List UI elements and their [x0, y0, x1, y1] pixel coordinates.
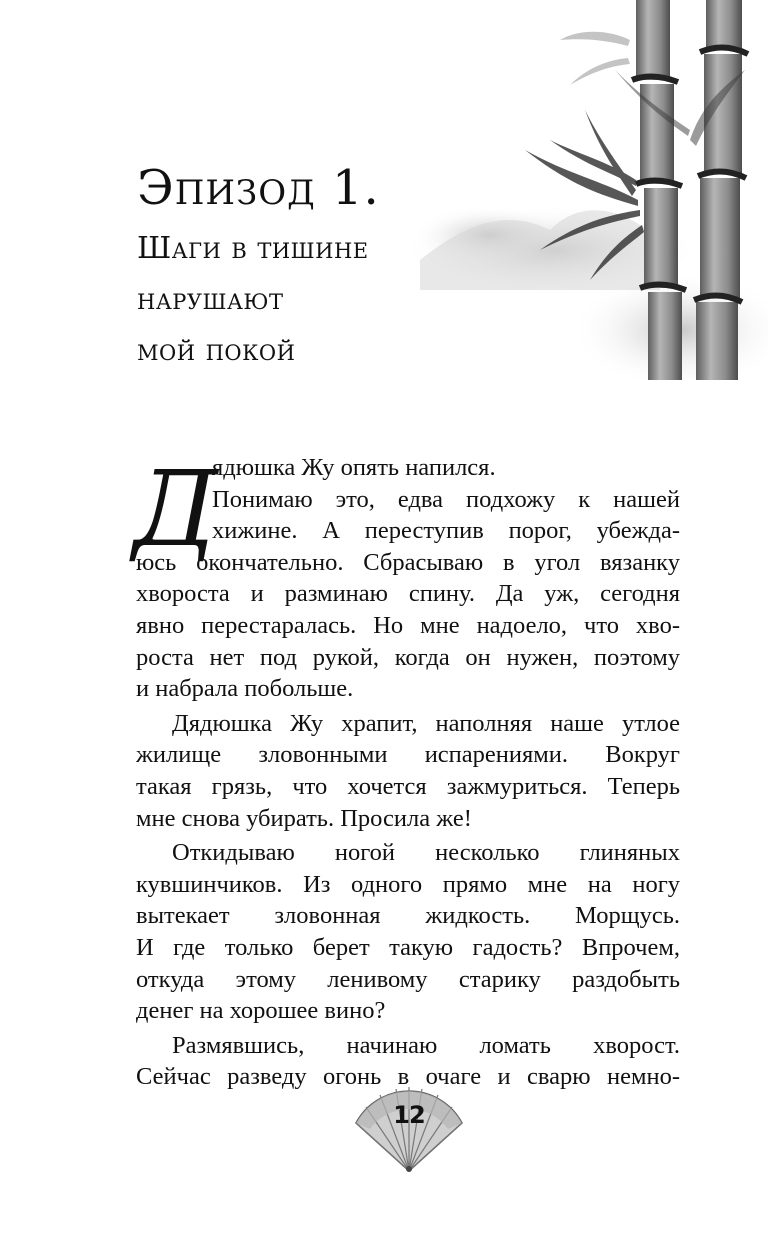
text-line: жилище зловонными испарениями. Вокруг: [136, 741, 680, 769]
text-line: Понимаю это, едва подхожу к нашей: [212, 485, 680, 513]
chapter-subtitle-line-2: нарушают: [137, 282, 284, 317]
text-line: Откидываю ногой несколько глиняных: [172, 839, 680, 867]
page-number: 12: [393, 1101, 425, 1129]
text-line: хижине. А переступив порог, убежда-: [212, 517, 680, 545]
text-line: откуда этому ленивому старику раздобыть: [136, 965, 680, 993]
text-line: денег на хорошее вино?: [136, 997, 386, 1025]
chapter-subtitle-line-1: Шаги в тишине: [137, 231, 369, 266]
text-line: ядюшка Жу опять напился.: [212, 454, 496, 481]
text-line: мне снова убирать. Просила же!: [136, 804, 472, 832]
text-line: И где только берет такую гадость? Впрочем,: [136, 933, 680, 961]
text-line: такая грязь, что хочется зажмуриться. Теперь: [136, 772, 680, 800]
text-line: роста нет под рукой, когда он нужен, поэтому: [136, 643, 680, 671]
paragraph-1: [136, 452, 680, 705]
body-text: [136, 452, 680, 1093]
paragraph-3: [136, 837, 680, 1027]
drop-cap: Д: [133, 448, 218, 570]
text-line: Размявшись, начинаю ломать хворост.: [172, 1031, 680, 1059]
text-line: юсь окончательно. Сбрасываю в угол вязанку: [136, 548, 680, 576]
text-line: хвороста и разминаю спину. Да уж, сегодня: [136, 580, 680, 608]
text-line: кувшинчиков. Из одного прямо мне на ногу: [136, 870, 680, 898]
text-line: Сейчас разведу огонь в очаге и сварю немно-: [136, 1063, 680, 1091]
fan-icon: [352, 1085, 466, 1173]
paragraph-2: [136, 708, 680, 834]
chapter-title: Эпизод 1.: [137, 160, 380, 216]
chapter-subtitle-line-3: мой покой: [137, 333, 296, 368]
text-line: и набрала побольше.: [136, 675, 354, 703]
paragraph-4: [136, 1030, 680, 1093]
text-line: явно перестаралась. Но мне надоело, что хво-: [136, 611, 680, 639]
bamboo-illustration: [400, 0, 768, 380]
text-line: вытекает зловонная жидкость. Морщусь.: [136, 902, 680, 930]
text-line: Дядюшка Жу храпит, наполняя наше утлое: [172, 709, 680, 737]
